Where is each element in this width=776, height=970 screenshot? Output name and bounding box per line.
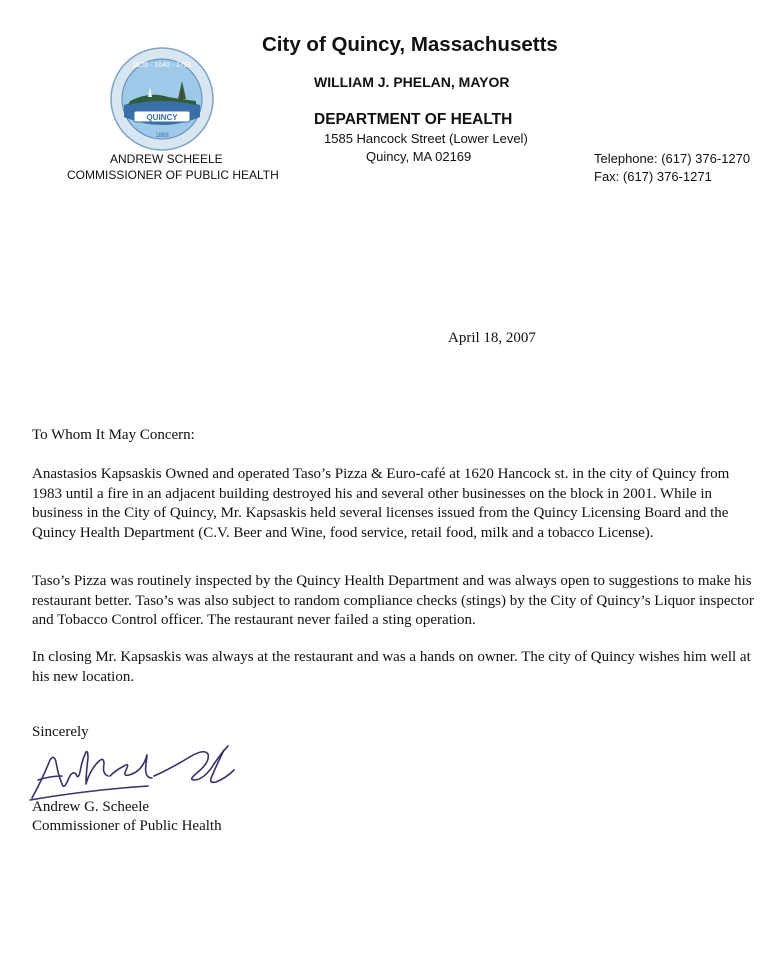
body-paragraph: Anastasios Kapsaskis Owned and operated Taso’s Pizza & Euro-café at 1620 Hancock st. in the city of Quincy from 1983 until a fire in an adjacent building destroyed his and several other businesses on the block in 2001. While in business in the City of Quincy, Mr. Kapsaskis held several licenses issued from the Quincy Licensing Board and the Quincy Health Department (C.V. Beer and Wine, food service, retail food, milk and a tobacco License).	[32, 466, 730, 541]
telephone-number: Telephone: (617) 376-1270	[594, 151, 751, 166]
city-title: City of Quincy, Massachusetts	[262, 33, 558, 56]
address-line-2: Quincy, MA 02169	[366, 149, 472, 164]
seal-bottom-text: 1888	[155, 133, 169, 139]
closing: Sincerely	[32, 724, 89, 740]
commissioner-title: COMMISSIONER OF PUBLIC HEALTH	[67, 168, 279, 182]
department-name: DEPARTMENT OF HEALTH	[314, 111, 513, 128]
seal-top-text: 1625 · 1640 · 1792	[132, 62, 192, 69]
letter-date: April 18, 2007	[448, 330, 536, 346]
signer-name: Andrew G. Scheele	[32, 799, 150, 815]
signer-title: Commissioner of Public Health	[32, 818, 222, 834]
address-line-1: 1585 Hancock Street (Lower Level)	[324, 131, 528, 146]
body-paragraph: In closing Mr. Kapsaskis was always at the restaurant and was a hands on owner. The city of Quincy wishes him well at his new location.	[32, 649, 751, 685]
salutation: To Whom It May Concern:	[32, 427, 195, 443]
commissioner-name: ANDREW SCHEELE	[110, 152, 223, 166]
mayor-name: WILLIAM J. PHELAN, MAYOR	[314, 74, 510, 90]
seal-banner-text: QUINCY	[146, 113, 178, 122]
fax-number: Fax: (617) 376-1271	[594, 169, 712, 184]
handwritten-signature	[28, 740, 248, 806]
city-seal-logo	[110, 47, 214, 151]
body-paragraph: Taso’s Pizza was routinely inspected by the Quincy Health Department and was always open to suggestions to make his restaurant better. Taso’s was also subject to random compliance checks (stings) by the City of Quincy’s Liquor inspector and Tobacco Control officer. The restaurant never failed a sting operation.	[32, 573, 754, 628]
